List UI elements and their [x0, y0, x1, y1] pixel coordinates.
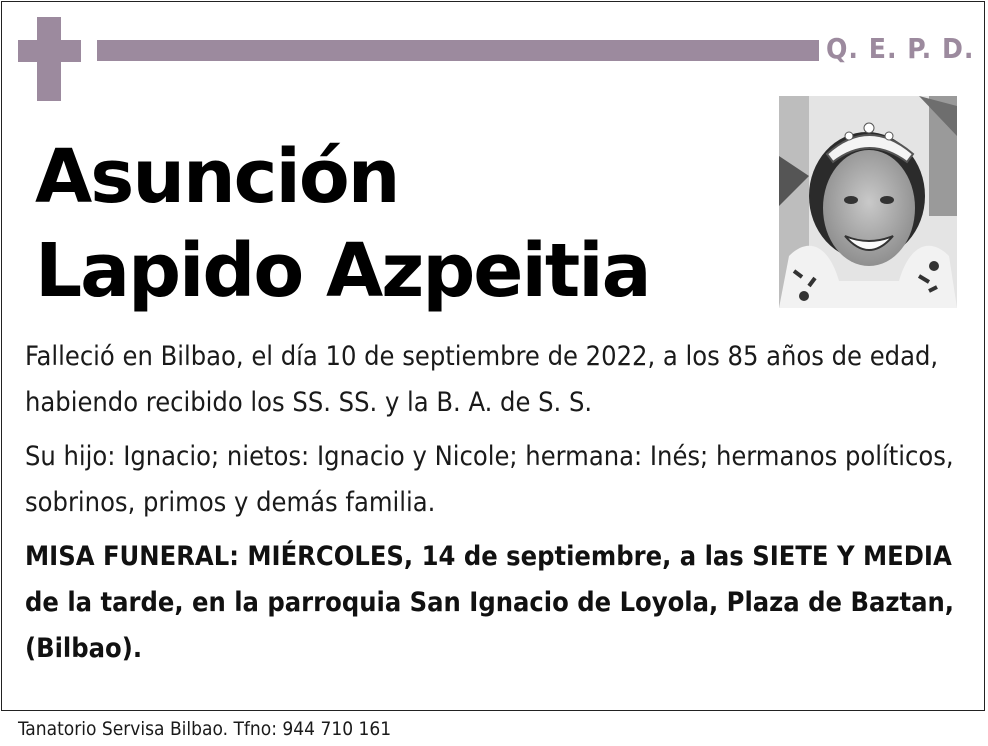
death-paragraph: Falleció en Bilbao, el día 10 de septiembre de 2022, a los 85 años de edad, habiendo recibido los SS. SS. y la B. A. de S. S. [25, 341, 939, 418]
header-rule [97, 40, 819, 61]
deceased-first-name: Asunción [35, 134, 399, 220]
notice-body [25, 334, 960, 672]
deceased-surnames: Lapido Azpeitia [35, 228, 650, 314]
funeral-paragraph: MISA FUNERAL: MIÉRCOLES, 14 de septiembre, a las SIETE Y MEDIA de la tarde, en la parroquia San Ignacio de Loyola, Plaza de Baztan, (Bilbao). [25, 541, 955, 664]
family-paragraph: Su hijo: Ignacio; nietos: Ignacio y Nicole; hermana: Inés; hermanos políticos, sobrinos, primos y demás familia. [25, 441, 954, 518]
qepd-label: Q. E. P. D. [826, 32, 975, 65]
portrait-photo [779, 96, 957, 308]
cross-icon-bar [18, 40, 81, 62]
funeral-home-footer: Tanatorio Servisa Bilbao. Tfno: 944 710 161 [18, 718, 392, 740]
deceased-name [35, 130, 650, 318]
